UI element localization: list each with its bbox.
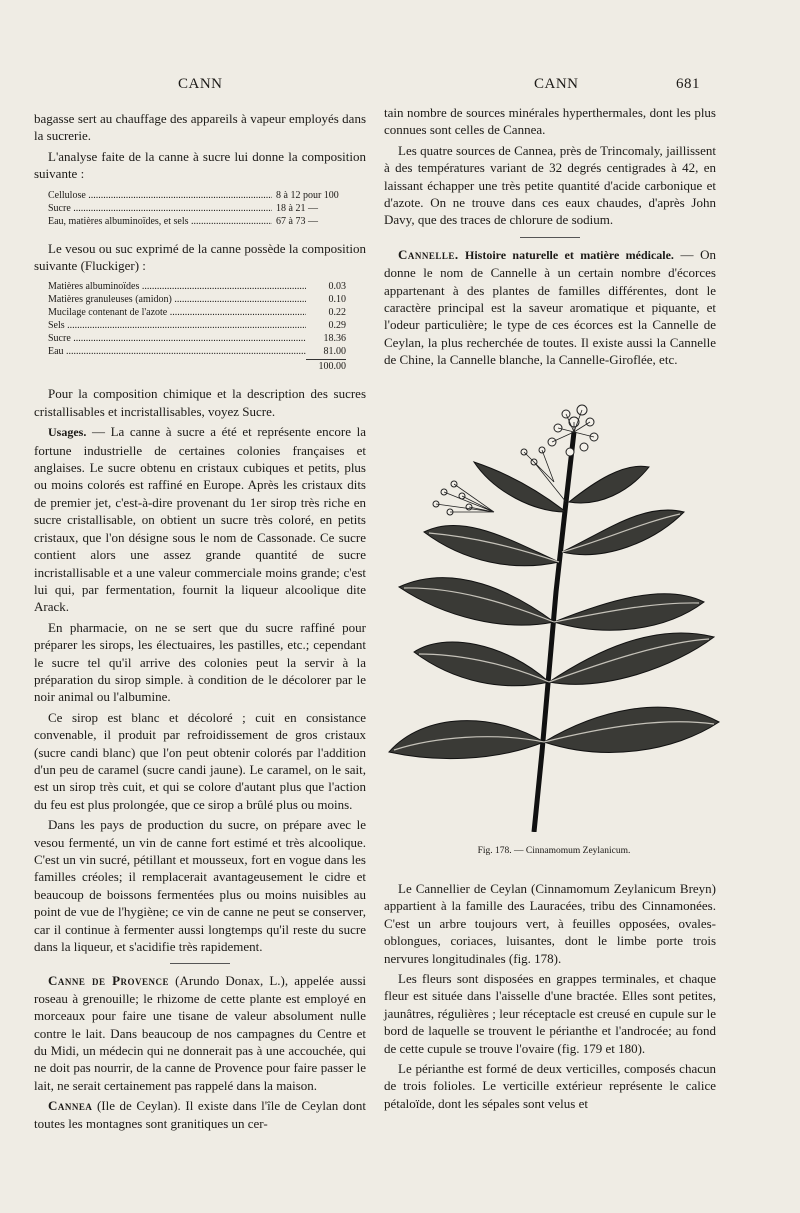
entry-subheading: Histoire naturelle et matière médicale. [458,247,674,262]
cinnamon-plant-illustration [384,392,724,832]
table-row: Sels ..... 0.29 [48,319,346,332]
right-column-lower [384,880,716,1115]
table-row: Matières albuminoïdes ..... 0.03 [48,280,346,293]
paragraph: Les quatre sources de Cannea, près de Trincomaly, jaillissent à des températures variant de 32 degrés centigrades à 42, en laissant échapper une très petite quantité d'acide carbonique et d'azote. On ne trouve dans ces eaux chaudes, d'après John Davy, que des traces de chlorure de sodium. [384,142,716,228]
table-row: Cellulose ..... 8 à 12 pour 100 [48,189,366,202]
entry-canne-de-provence: Canne de Provence (Arundo Donax, L.), appelée aussi roseau à grenouille; le rhizome de cette plante est employé en morceaux pour faire une tisane de valeur absolument nulle contre le lait. Dans beaucoup de nos campagnes du Centre et du Midi, un médecin qui ne donnerait pas à une accouchée, qui ne doit pas nourrir, de la canne de Provence pour faire passer le lait, ne serait certainement pas rappelé dans la maison. [34,973,367,1093]
running-head-left: CANN [178,76,223,92]
paragraph: bagasse sert au chauffage des appareils à vapeur employés dans la sucrerie. [34,111,366,144]
table-row: Eau, matières albuminoïdes, et sels ..... 67 à 73 — [48,215,366,228]
paragraph: Le périanthe est formé de deux verticilles, composés chacun de trois folioles. Le verticille extérieur représente le calice pétaloïde, dont les sépales sont velus et [384,1061,716,1111]
entry-heading: Cannelle. [398,246,459,262]
paragraph: Dans les pays de production du sucre, on prépare avec le vesou fermenté, un vin de canne fort estimé et très alcoolique. C'est un vin sucré, pétillant et mousseux, fort en vogue dans les familles créoles; il remplacerait avantageusement le cidre et beaucoup de boissons fermentées plus ou moins nuisibles au point de vue de l'hygiène; ce vin de canne ne peut se conserver, car il continue à fermenter aussi longtemps qu'il reste du sucre dans la liqueur, et s'acidifie très rapidement. [34,817,366,955]
paragraph: Ce sirop est blanc et décoloré ; cuit en consistance convenable, il produit par refroidissement de gros cristaux (sucre candi blanc) que l'on peut obtenir colorés par l'addition d'un peu de caramel (sucre candi jaune). Le caramel, on le sait, est un sirop très cuit, et qui se colore d'autant plus que l'action du feu est plus prolongée, que ce sirop a brûlé plus ou moins. [34,709,366,812]
section-heading: Usages. [48,425,87,440]
paragraph: L'analyse faite de la canne à sucre lui donne la composition suivante : [34,148,366,182]
table-row: Matières granuleuses (amidon) ..... 0.10 [48,293,346,306]
running-head-right: CANN [534,76,579,92]
entry-cannelle: Cannelle. Histoire naturelle et matière médicale. — On donne le nom de Cannelle à un certain nombre d'écorces appartenant à des plantes de familles différentes, dont le caractère principal est la saveur aromatique et piquante, et l'odeur particulière; le type de ces écorces est la Cannelle de Ceylan, la plus recherchée de toutes. Il existe aussi la Cannelle de Chine, la Cannelle blanche, la Cannelle-Giroflée, etc. [384,246,716,368]
paragraph: Pour la composition chimique et la description des sucres cristallisables et incristallisables, voyez Sucre. [34,386,366,419]
entry-heading: Canne de Provence [48,973,170,989]
paragraph: En pharmacie, on ne se sert que du sucre raffiné pour préparer les sirops, les électuaires, les pastilles, etc.; cependant le sucre tel qu'il arrive des colonies peut la servir à la préparation du sirop simple. à condition de le décolorer par le noir animal ou l'albumine. [34,619,366,705]
paragraph: Le Cannellier de Ceylan (Cinnamomum Zeylanicum Breyn) appartient à la famille des Lauracées, tribu des Cinnamonées. C'est un arbre toujours vert, à feuilles opposées, ovales-oblongues, coriaces, luisantes, dont le limbe porte trois nervures longitudinales (fig. 178). [384,881,716,966]
entry-heading: Cannea [48,1098,93,1114]
page-number: 681 [676,76,700,92]
table-total: 100.00 [306,359,346,373]
table-row: Mucilage contenant de l'azote ..... 0.22 [48,306,346,319]
figure-caption: Fig. 178. — Cinnamomum Zeylanicum. [477,846,631,856]
composition-table-vesou [48,280,346,373]
paragraph: tain nombre de sources minérales hyperthermales, dont les plus connues sont celles de Cannea. [384,105,716,138]
left-column [34,110,366,1135]
paragraph-usages: Usages. — La canne à sucre a été et représente encore la fortune industrielle de certaines colonies françaises et anglaises. Le sucre obtenu en cristaux cubiques et petits, plus ou moins colorés est raffiné en Europe. Après les cristaux dits de premier jet, c'est-à-dire provenant du 1er sirop très riche en sucre cristallisable, on obtient un sucre très coloré, en petits cristaux, que l'on désigne sous le nom de Cassonade. Ce sucre contient alors une assez grande quantité de sucre incristallisable et a une valeur commerciale moins grande; c'est lui qui, par fermentation, fournit la liqueur alcoolique dite Arack. [34,424,366,615]
composition-table-canne [48,189,366,228]
right-column [384,104,716,372]
divider [520,237,580,238]
divider [170,963,230,964]
paragraph: Les fleurs sont disposées en grappes terminales, et chaque fleur est située dans l'aisselle d'une bractée. Elles sont petites, jaunâtres, régulières ; leur réceptacle est creusé en cupule sur le bord de laquelle se trouvent le périanthe et l'androcée; au fond de cette cupule se trouve l'ovaire (fig. 179 et 180). [384,971,716,1056]
table-row: Sucre ..... 18 à 21 — [48,202,366,215]
table-row: Eau ..... 81.00 [48,345,346,358]
table-row: Sucre ..... 18.36 [48,332,346,345]
paragraph: Le vesou ou suc exprimé de la canne possède la composition suivante (Fluckiger) : [34,240,366,274]
entry-cannea: Cannea (Ile de Ceylan). Il existe dans l'île de Ceylan dont toutes les montagnes sont granitiques un cer- [34,1098,366,1131]
